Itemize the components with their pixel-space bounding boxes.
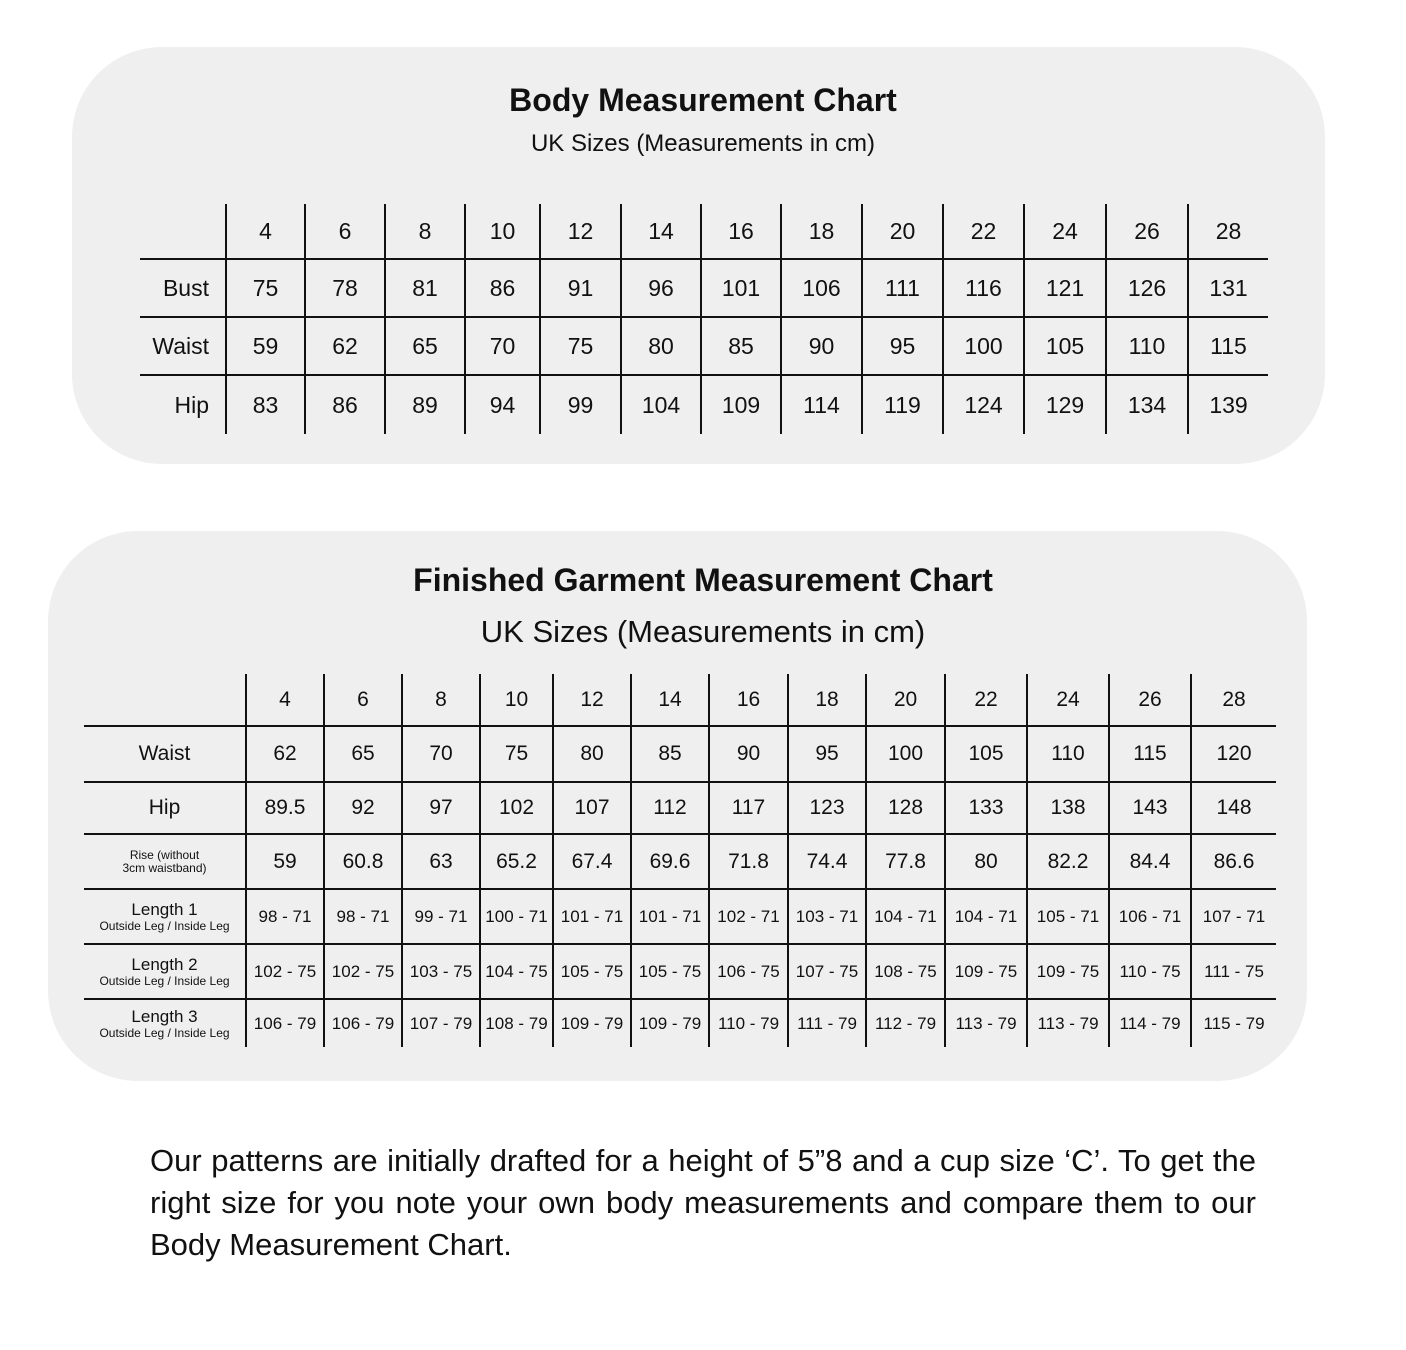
table-cell: 102 [480, 782, 553, 834]
corner-cell [140, 204, 226, 259]
table-cell: 109 - 79 [631, 999, 709, 1047]
table-cell: 102 - 71 [709, 889, 788, 944]
table-cell: 114 [781, 375, 862, 434]
size-header-12: 12 [553, 674, 631, 726]
size-header-row [140, 204, 1268, 259]
size-header-22: 22 [945, 674, 1027, 726]
table-cell: 89 [385, 375, 465, 434]
table-cell: 90 [781, 317, 862, 375]
table-cell: 100 [943, 317, 1024, 375]
table-cell: 75 [540, 317, 621, 375]
table-cell: 131 [1188, 259, 1268, 317]
table-cell: 106 - 71 [1109, 889, 1191, 944]
size-header-12: 12 [540, 204, 621, 259]
table-cell: 106 - 75 [709, 944, 788, 999]
table-cell: 113 - 79 [945, 999, 1027, 1047]
table-cell: 126 [1106, 259, 1188, 317]
table-cell: 65 [385, 317, 465, 375]
table-cell: 109 [701, 375, 781, 434]
size-header-26: 26 [1106, 204, 1188, 259]
row-label-main: Length 3 [131, 1006, 198, 1026]
table-cell: 91 [540, 259, 621, 317]
table-cell: 129 [1024, 375, 1106, 434]
table-cell: 105 - 75 [553, 944, 631, 999]
table-cell: 110 [1106, 317, 1188, 375]
table-row [84, 834, 1276, 889]
table-cell: 62 [246, 726, 324, 782]
size-header-22: 22 [943, 204, 1024, 259]
table-cell: 115 [1109, 726, 1191, 782]
size-header-18: 18 [788, 674, 866, 726]
row-label: Hip [84, 782, 246, 834]
table-cell: 116 [943, 259, 1024, 317]
size-header-24: 24 [1024, 204, 1106, 259]
table-cell: 121 [1024, 259, 1106, 317]
table-cell: 96 [621, 259, 701, 317]
table-cell: 108 - 75 [866, 944, 945, 999]
table-row [140, 259, 1268, 317]
row-label: Waist [140, 317, 226, 375]
table-cell: 80 [945, 834, 1027, 889]
table-cell: 109 - 75 [1027, 944, 1109, 999]
row-label [84, 834, 246, 889]
size-header-20: 20 [866, 674, 945, 726]
table-cell: 74.4 [788, 834, 866, 889]
table-cell: 98 - 71 [324, 889, 402, 944]
table-cell: 115 - 79 [1191, 999, 1276, 1047]
row-label: Hip [140, 375, 226, 434]
size-header-10: 10 [480, 674, 553, 726]
table-cell: 108 - 79 [480, 999, 553, 1047]
row-label-sub: Outside Leg / Inside Leg [99, 1025, 230, 1040]
table-cell: 65 [324, 726, 402, 782]
row-label-main: Length 1 [131, 899, 198, 919]
table-cell: 128 [866, 782, 945, 834]
table-cell: 69.6 [631, 834, 709, 889]
table-cell: 59 [246, 834, 324, 889]
size-header-28: 28 [1191, 674, 1276, 726]
table-cell: 109 - 79 [553, 999, 631, 1047]
table-cell: 123 [788, 782, 866, 834]
table-cell: 104 - 71 [866, 889, 945, 944]
table-row [84, 999, 1276, 1047]
sizing-note: Our patterns are initially drafted for a height of 5”8 and a cup size ‘C’. To get the right size for you note your own body measurements and compare them to our Body Measurement Chart. [150, 1143, 1256, 1262]
table-cell: 103 - 71 [788, 889, 866, 944]
table-cell: 139 [1188, 375, 1268, 434]
table-cell: 85 [701, 317, 781, 375]
table-cell: 138 [1027, 782, 1109, 834]
row-label [84, 944, 246, 999]
table-cell: 101 [701, 259, 781, 317]
table-row [84, 782, 1276, 834]
size-header-14: 14 [621, 204, 701, 259]
table-cell: 119 [862, 375, 943, 434]
table-cell: 75 [226, 259, 305, 317]
table-cell: 80 [621, 317, 701, 375]
table-cell: 113 - 79 [1027, 999, 1109, 1047]
table-cell: 86 [465, 259, 540, 317]
table-cell: 104 - 75 [480, 944, 553, 999]
row-label [84, 889, 246, 944]
table-cell: 99 - 71 [402, 889, 480, 944]
table-row [140, 317, 1268, 375]
table-cell: 85 [631, 726, 709, 782]
table-cell: 63 [402, 834, 480, 889]
table-cell: 111 [862, 259, 943, 317]
table-cell: 120 [1191, 726, 1276, 782]
table-cell: 83 [226, 375, 305, 434]
row-label: Waist [84, 726, 246, 782]
table-cell: 106 - 79 [324, 999, 402, 1047]
row-label-sub: 3cm waistband) [122, 860, 207, 875]
table-cell: 95 [862, 317, 943, 375]
row-label [84, 999, 246, 1047]
table-cell: 106 [781, 259, 862, 317]
table-cell: 107 - 75 [788, 944, 866, 999]
table-cell: 117 [709, 782, 788, 834]
table-cell: 105 - 75 [631, 944, 709, 999]
size-header-4: 4 [246, 674, 324, 726]
row-label-main: Length 2 [131, 954, 198, 974]
row-label-main: Rise (without [129, 847, 200, 862]
size-header-28: 28 [1188, 204, 1268, 259]
table-cell: 86 [305, 375, 385, 434]
table-cell: 106 - 79 [246, 999, 324, 1047]
size-header-14: 14 [631, 674, 709, 726]
table-cell: 65.2 [480, 834, 553, 889]
table-cell: 111 - 75 [1191, 944, 1276, 999]
table-cell: 100 - 71 [480, 889, 553, 944]
size-header-10: 10 [465, 204, 540, 259]
table-cell: 112 - 79 [866, 999, 945, 1047]
table-cell: 103 - 75 [402, 944, 480, 999]
table-cell: 95 [788, 726, 866, 782]
body-measurement-table [140, 204, 1268, 434]
body-chart-title: Body Measurement Chart [509, 82, 897, 118]
table-cell: 105 [1024, 317, 1106, 375]
table-cell: 92 [324, 782, 402, 834]
table-cell: 133 [945, 782, 1027, 834]
table-cell: 67.4 [553, 834, 631, 889]
table-cell: 84.4 [1109, 834, 1191, 889]
corner-cell [84, 674, 246, 726]
table-cell: 111 - 79 [788, 999, 866, 1047]
table-cell: 104 [621, 375, 701, 434]
garment-measurement-table [84, 674, 1276, 1047]
table-cell: 102 - 75 [246, 944, 324, 999]
table-cell: 109 - 75 [945, 944, 1027, 999]
table-cell: 60.8 [324, 834, 402, 889]
size-header-4: 4 [226, 204, 305, 259]
table-row [84, 889, 1276, 944]
row-label-sub: Outside Leg / Inside Leg [99, 918, 230, 933]
table-cell: 112 [631, 782, 709, 834]
table-row [140, 375, 1268, 434]
table-cell: 82.2 [1027, 834, 1109, 889]
garment-chart-title: Finished Garment Measurement Chart [413, 562, 993, 598]
size-header-20: 20 [862, 204, 943, 259]
size-header-24: 24 [1027, 674, 1109, 726]
table-cell: 70 [465, 317, 540, 375]
table-cell: 134 [1106, 375, 1188, 434]
table-cell: 78 [305, 259, 385, 317]
size-header-8: 8 [402, 674, 480, 726]
table-cell: 105 [945, 726, 1027, 782]
table-row [84, 726, 1276, 782]
table-cell: 101 - 71 [631, 889, 709, 944]
size-header-16: 16 [709, 674, 788, 726]
table-cell: 148 [1191, 782, 1276, 834]
table-cell: 115 [1188, 317, 1268, 375]
size-header-26: 26 [1109, 674, 1191, 726]
size-header-6: 6 [305, 204, 385, 259]
table-cell: 97 [402, 782, 480, 834]
table-cell: 70 [402, 726, 480, 782]
table-cell: 59 [226, 317, 305, 375]
size-header-8: 8 [385, 204, 465, 259]
size-header-16: 16 [701, 204, 781, 259]
table-cell: 110 - 75 [1109, 944, 1191, 999]
table-cell: 71.8 [709, 834, 788, 889]
table-cell: 86.6 [1191, 834, 1276, 889]
table-cell: 75 [480, 726, 553, 782]
table-cell: 101 - 71 [553, 889, 631, 944]
table-cell: 89.5 [246, 782, 324, 834]
table-cell: 107 - 71 [1191, 889, 1276, 944]
table-cell: 110 [1027, 726, 1109, 782]
table-cell: 124 [943, 375, 1024, 434]
table-cell: 98 - 71 [246, 889, 324, 944]
table-cell: 107 [553, 782, 631, 834]
table-cell: 81 [385, 259, 465, 317]
table-cell: 80 [553, 726, 631, 782]
table-cell: 104 - 71 [945, 889, 1027, 944]
garment-chart-subtitle: UK Sizes (Measurements in cm) [480, 614, 926, 649]
table-cell: 99 [540, 375, 621, 434]
table-cell: 77.8 [866, 834, 945, 889]
size-header-row [84, 674, 1276, 726]
table-cell: 107 - 79 [402, 999, 480, 1047]
row-label-sub: Outside Leg / Inside Leg [99, 973, 230, 988]
table-row [84, 944, 1276, 999]
table-cell: 102 - 75 [324, 944, 402, 999]
table-cell: 143 [1109, 782, 1191, 834]
table-cell: 114 - 79 [1109, 999, 1191, 1047]
table-cell: 94 [465, 375, 540, 434]
table-cell: 100 [866, 726, 945, 782]
size-header-6: 6 [324, 674, 402, 726]
table-cell: 110 - 79 [709, 999, 788, 1047]
size-header-18: 18 [781, 204, 862, 259]
table-cell: 62 [305, 317, 385, 375]
table-cell: 105 - 71 [1027, 889, 1109, 944]
body-chart-subtitle: UK Sizes (Measurements in cm) [530, 130, 876, 157]
row-label: Bust [140, 259, 226, 317]
table-cell: 90 [709, 726, 788, 782]
